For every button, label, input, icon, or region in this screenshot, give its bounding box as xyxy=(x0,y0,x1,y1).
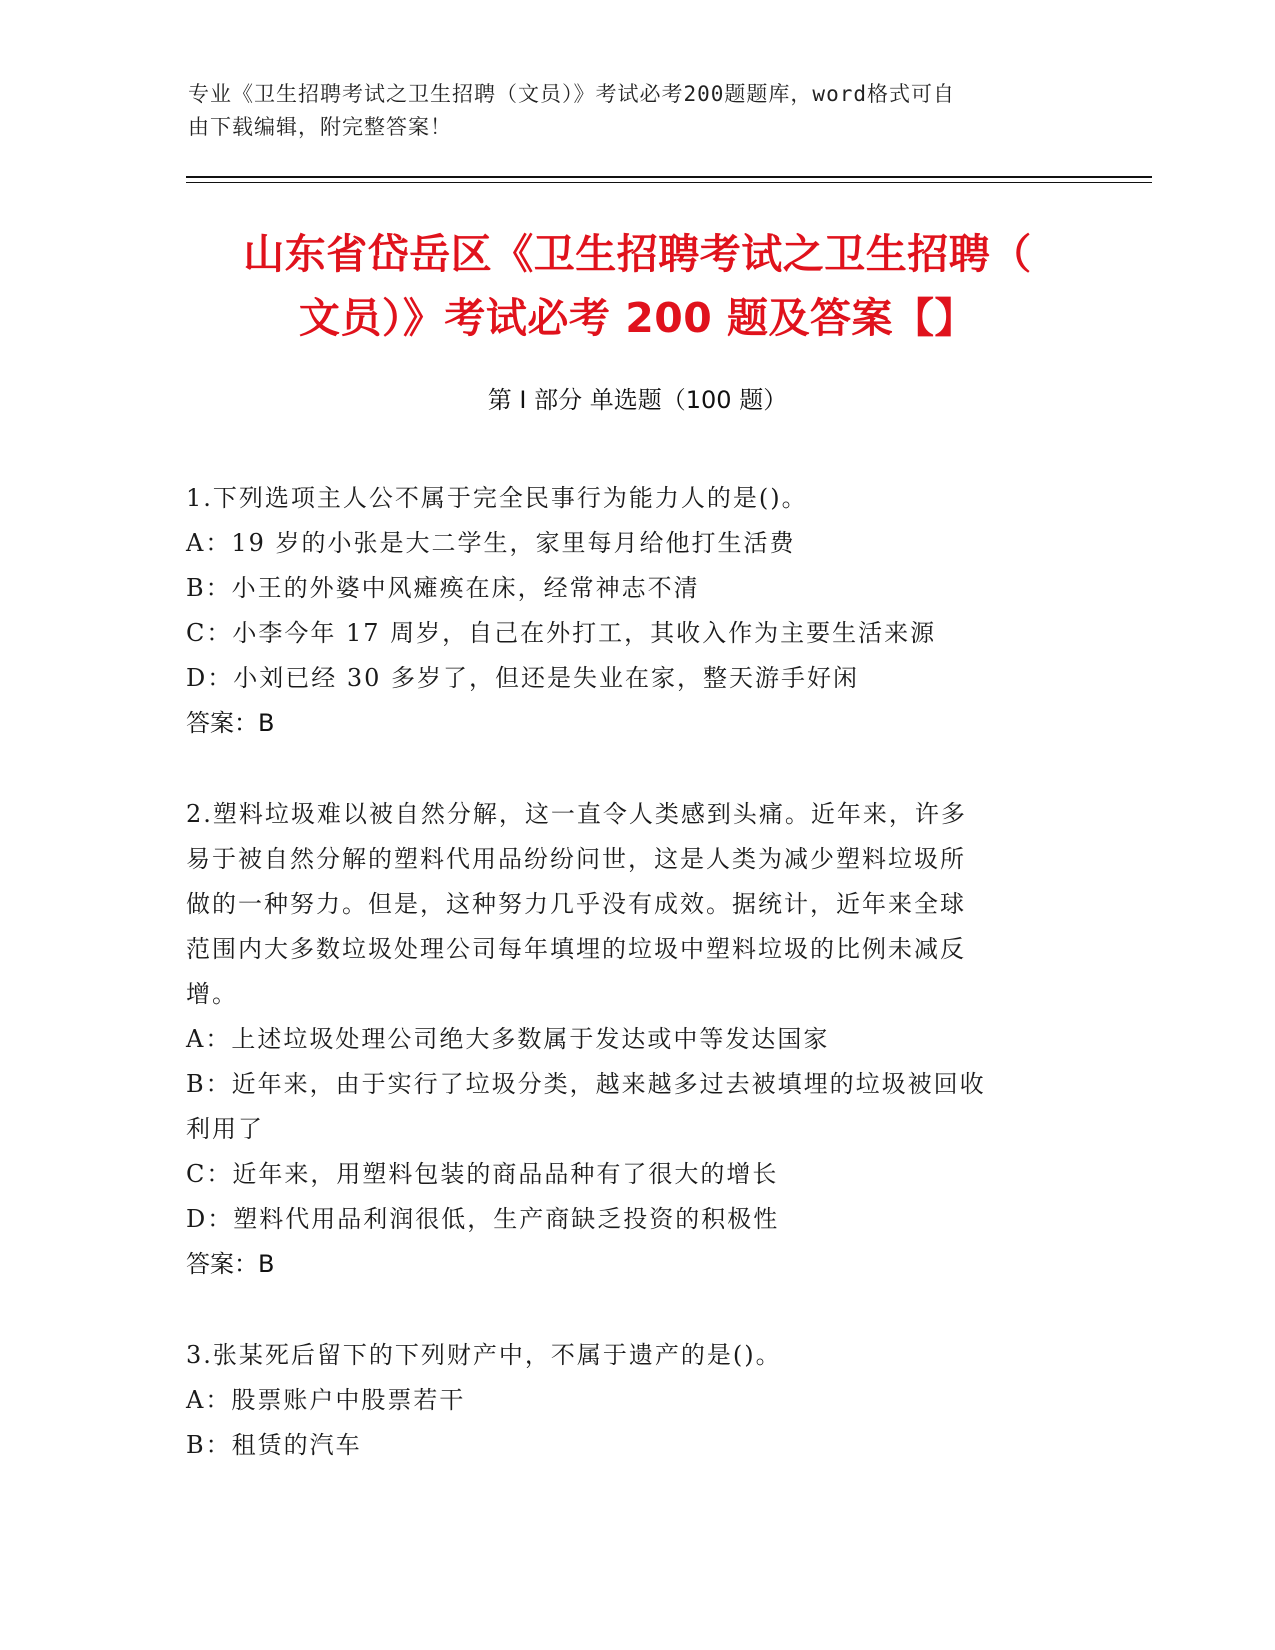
header-note xyxy=(188,78,1088,144)
section-heading: 第 I 部分 单选题（100 题） xyxy=(487,386,788,414)
answer-label: 答案：B xyxy=(186,709,275,737)
question-stem-line: 易于被自然分解的塑料代用品纷纷问世，这是人类为减少塑料垃圾所 xyxy=(186,845,966,873)
option-c: C：近年来，用塑料包装的商品品种有了很大的增长 xyxy=(186,1160,779,1188)
option-a: A：19 岁的小张是大二学生，家里每月给他打生活费 xyxy=(186,529,796,557)
question-spacer xyxy=(186,746,1086,792)
option-b: B：租赁的汽车 xyxy=(186,1431,362,1459)
question-stem: 3.张某死后留下的下列财产中，不属于遗产的是()。 xyxy=(186,1341,782,1369)
question-stem-line: 增。 xyxy=(186,980,238,1008)
answer-label: 答案：B xyxy=(186,1250,275,1278)
question-2 xyxy=(186,792,1086,1287)
document-title xyxy=(120,222,1155,350)
option-d: D：塑料代用品利润很低，生产商缺乏投资的积极性 xyxy=(186,1205,780,1233)
question-spacer xyxy=(186,1287,1086,1333)
option-a: A：股票账户中股票若干 xyxy=(186,1386,466,1414)
question-stem-line: 做的一种努力。但是，这种努力几乎没有成效。据统计，近年来全球 xyxy=(186,890,966,918)
question-stem-line: 2.塑料垃圾难以被自然分解，这一直令人类感到头痛。近年来，许多 xyxy=(186,800,967,828)
header-divider-thin xyxy=(186,182,1152,183)
option-d: D：小刘已经 30 多岁了，但还是失业在家，整天游手好闲 xyxy=(186,664,860,692)
question-1 xyxy=(186,476,1086,746)
option-b: B：小王的外婆中风瘫痪在床，经常神志不清 xyxy=(186,574,700,602)
document-title-line-1: 山东省岱岳区《卫生招聘考试之卫生招聘（ xyxy=(243,230,1032,278)
question-list xyxy=(186,476,1086,1468)
question-stem: 1.下列选项主人公不属于完全民事行为能力人的是()。 xyxy=(186,484,808,512)
question-3 xyxy=(186,1333,1086,1468)
option-b-continued: 利用了 xyxy=(186,1115,264,1143)
option-c: C：小李今年 17 周岁，自己在外打工，其收入作为主要生活来源 xyxy=(186,619,937,647)
option-b: B：近年来，由于实行了垃圾分类，越来越多过去被填埋的垃圾被回收 xyxy=(186,1070,986,1098)
document-title-line-2: 文员）》考试必考 200 题及答案【】 xyxy=(298,294,977,342)
header-note-line-2: 由下载编辑，附完整答案！ xyxy=(188,115,452,139)
option-a: A：上述垃圾处理公司绝大多数属于发达或中等发达国家 xyxy=(186,1025,830,1053)
question-stem-line: 范围内大多数垃圾处理公司每年填埋的垃圾中塑料垃圾的比例未减反 xyxy=(186,935,966,963)
header-divider-thick xyxy=(186,176,1152,178)
header-note-line-1: 专业《卫生招聘考试之卫生招聘（文员）》考试必考200题题库，word格式可自 xyxy=(188,82,955,106)
